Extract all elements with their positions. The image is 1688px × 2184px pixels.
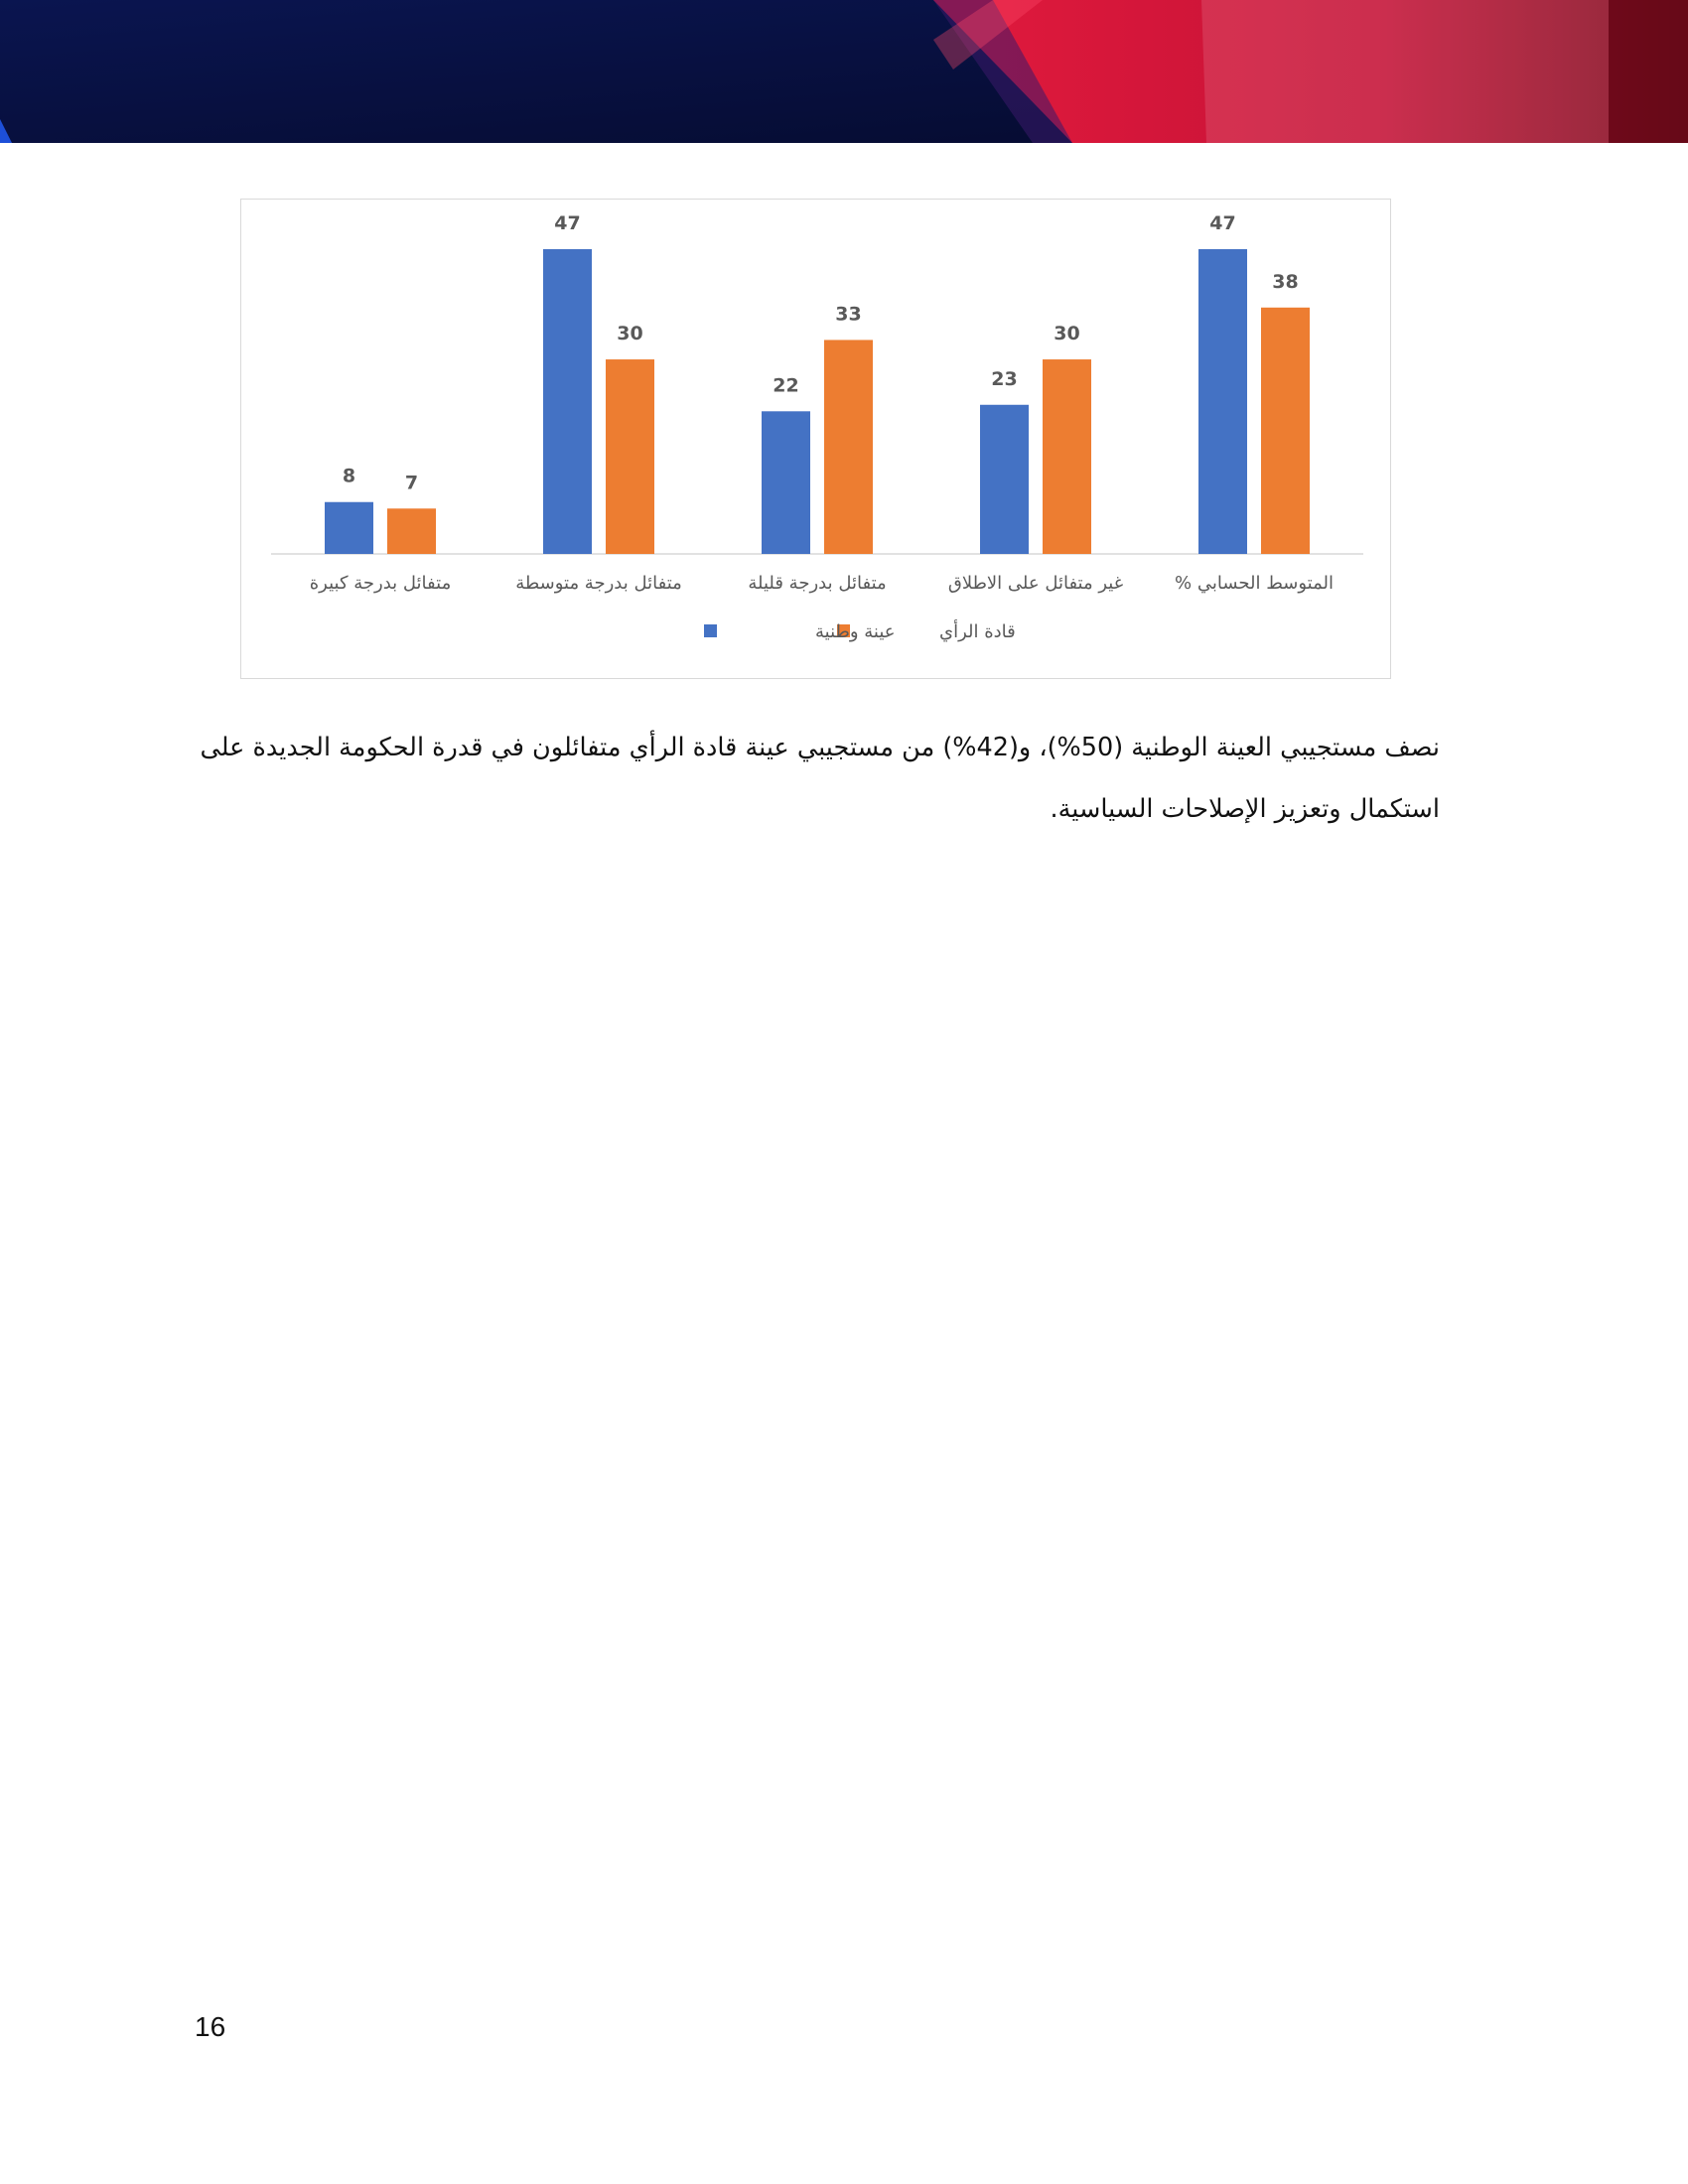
- bar-national: [1198, 249, 1247, 554]
- legend-label-leaders: قادة الرأي: [939, 621, 1016, 642]
- bar-leaders: [1043, 359, 1091, 554]
- data-label: 30: [1054, 323, 1080, 345]
- data-label: 38: [1272, 270, 1299, 293]
- chart-canvas: [241, 200, 1392, 680]
- data-label: 47: [1209, 212, 1236, 234]
- data-label: 7: [404, 472, 419, 494]
- header-banner: [0, 0, 1688, 143]
- x-tick-label: متفائل بدرجة قليلة: [748, 573, 887, 594]
- legend-swatch-national: [704, 624, 717, 637]
- body-paragraph: نصف مستجيبي العينة الوطنية (50%)، و(42%) من مستجيبي عينة قادة الرأي متفائلون في قدرة الحكومة الجديدة على استكمال وتعزيز الإصلاحات السياسية.: [200, 733, 1440, 824]
- x-tick-label: متفائل بدرجة متوسطة: [515, 573, 682, 594]
- data-label: 8: [342, 465, 356, 487]
- legend-label-national: عينة وطنية: [815, 621, 896, 642]
- data-label: 33: [835, 303, 862, 326]
- x-tick-label: غير متفائل على الاطلاق: [947, 573, 1124, 594]
- bar-national: [325, 502, 373, 554]
- bar-leaders: [606, 359, 654, 554]
- bar-national: [980, 405, 1029, 554]
- x-tick-label: متفائل بدرجة كبيرة: [309, 573, 452, 594]
- data-label: 23: [991, 367, 1018, 390]
- bar-leaders: [387, 508, 436, 554]
- page-number: 16: [195, 2011, 226, 2042]
- data-label: 22: [773, 374, 799, 397]
- bar-chart: [240, 199, 1391, 679]
- data-label: 30: [617, 323, 643, 345]
- bar-leaders: [1261, 308, 1310, 554]
- x-tick-label: المتوسط الحسابي %: [1175, 573, 1334, 594]
- bar-leaders: [824, 340, 873, 554]
- bar-national: [762, 411, 810, 554]
- bar-national: [543, 249, 592, 554]
- data-label: 47: [554, 212, 581, 234]
